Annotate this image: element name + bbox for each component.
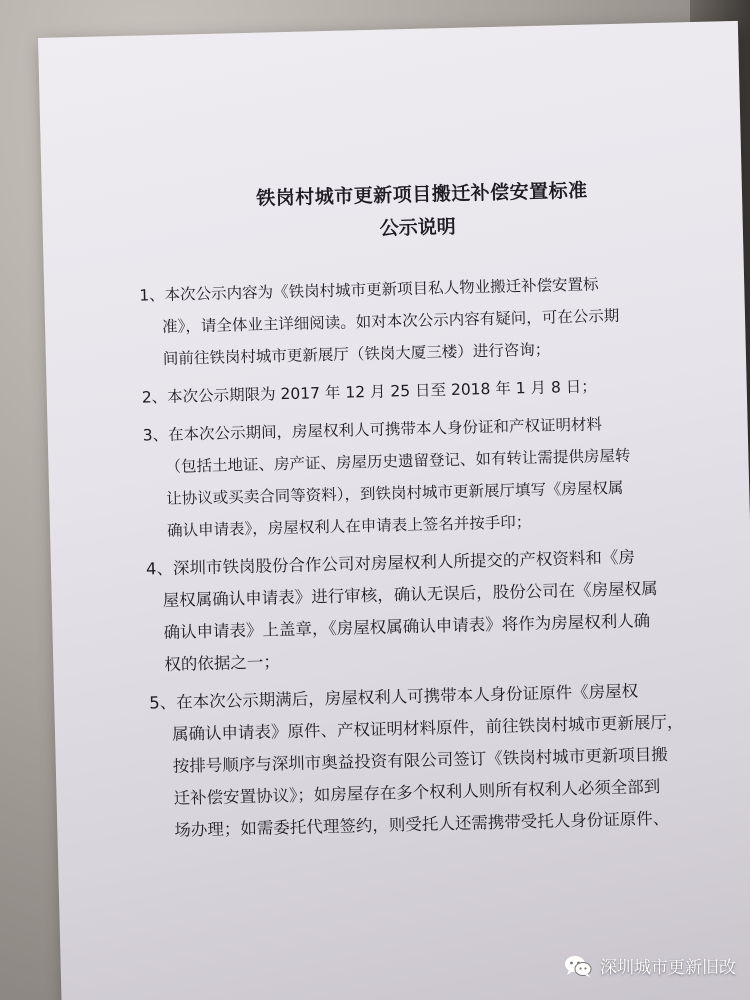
paragraph-line: 间前往铁岗村城市更新展厅（铁岗大厦三楼）进行咨询； xyxy=(162,340,551,369)
paragraph-line: 5、在本次公示期满后，房屋权利人可携带本人身份证原件《房屋权 xyxy=(149,681,639,713)
paragraph-line: 场办理；如需委托代理签约，则受托人还需携带受托人身份证原件、 xyxy=(174,808,670,840)
paragraph-line: 1、本次公示内容为《铁岗村城市更新项目私人物业搬迁补偿安置标 xyxy=(139,275,599,305)
paragraph-line: 确认申请表》上盖章，《房屋权属确认申请表》将作为房屋权利人确 xyxy=(163,611,651,643)
paragraph-line: 迁补偿安置协议》；如房屋存在多个权利人则所有权利人必须全部到 xyxy=(173,777,661,808)
paragraph-line: 让协议或买卖合同等资料），到铁岗村城市更新展厅填写《房屋权属 xyxy=(166,478,624,509)
watermark-text: 深圳城市更新旧改 xyxy=(600,958,736,978)
notice-paragraph-1 xyxy=(139,266,681,375)
paragraph-line: （包括土地证、房产证、房屋历史遗留登记、如有转让需提供房屋转 xyxy=(165,446,631,477)
notice-title: 铁岗村城市更新项目搬迁补偿安置标准 xyxy=(255,179,588,210)
notice-paragraph-5 xyxy=(149,674,693,847)
notice-subtitle: 公示说明 xyxy=(379,215,457,240)
notice-paper xyxy=(38,21,750,1000)
paragraph-line: 3、在本次公示期间，房屋权利人可携带本人身份证和产权证明材料 xyxy=(142,415,603,445)
account-watermark xyxy=(564,953,736,978)
paragraph-line: 4、深圳市铁岗股份合作公司对房屋权利人所提交的产权资料和《房 xyxy=(145,547,636,579)
paragraph-line: 权的依据之一； xyxy=(164,652,281,675)
notice-paragraph-3 xyxy=(142,406,685,547)
paragraph-line: 按排号顺序与深圳市奥益投资有限公司签订《铁岗村城市更新项目搬 xyxy=(172,744,668,776)
paragraph-line: 屋权属确认申请表》进行审核，确认无误后，股份公司在《房屋权属 xyxy=(162,579,658,611)
paragraph-line: 确认申请表》，房屋权利人在申请表上签名并按手印； xyxy=(166,513,532,540)
notice-paragraph-2 xyxy=(141,368,682,413)
notice-content xyxy=(137,172,693,853)
paragraph-line: 准》，请全体业主详细阅读。如对本次公示内容有疑问，可在公示期 xyxy=(161,306,620,337)
paragraph-line: 属确认申请表》原件、产权证明材料原件，前往铁岗村城市更新展厅， xyxy=(171,712,684,744)
wechat-icon xyxy=(564,954,592,978)
notice-paragraph-4 xyxy=(146,540,689,681)
paragraph-line: 2、本次公示期限为 2017 年 12 月 25 日至 2018 年 1 月 8 日； xyxy=(141,377,597,407)
